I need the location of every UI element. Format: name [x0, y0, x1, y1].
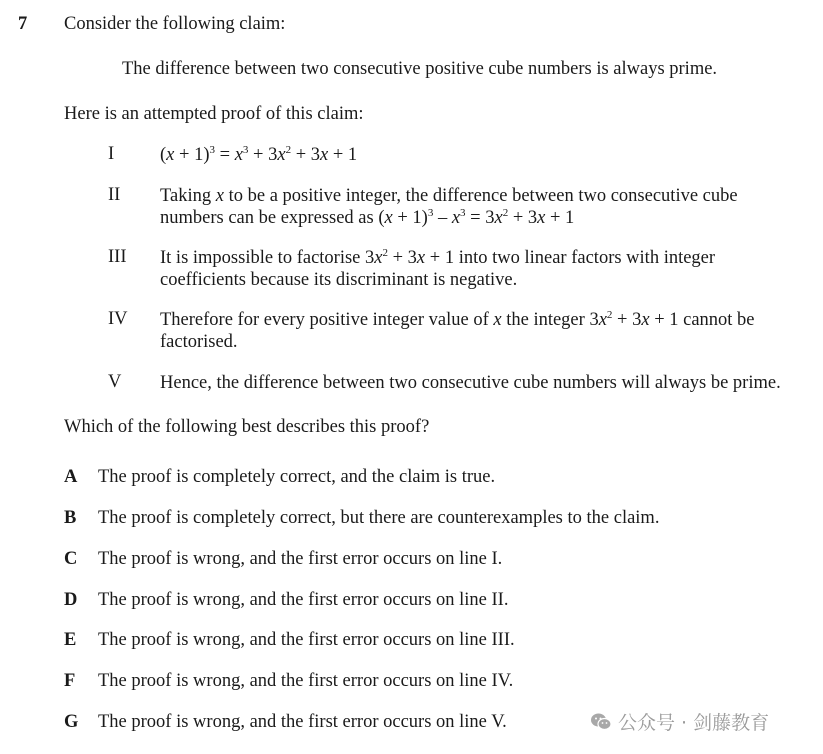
- proof-line-2-text: Taking x to be a positive integer, the difference between two consecutive cube: [160, 186, 738, 206]
- option-g[interactable]: The proof is wrong, and the first error occurs on line V.: [98, 712, 507, 732]
- option-letter-d: D: [64, 590, 78, 610]
- proof-line-3-text: It is impossible to factorise $3x^2 + 3x + 1$ into two linear factors with integer: [160, 247, 716, 268]
- attempt-intro: Here is an attempted proof of this claim:: [64, 104, 364, 124]
- watermark: [590, 708, 769, 735]
- option-f[interactable]: The proof is wrong, and the first error occurs on line IV.: [98, 671, 514, 691]
- option-d[interactable]: The proof is wrong, and the first error occurs on line II.: [98, 590, 509, 610]
- option-letter-b: B: [64, 508, 77, 528]
- option-a[interactable]: The proof is completely correct, and the claim is true.: [98, 467, 496, 487]
- proof-line-label: II: [108, 185, 121, 205]
- proof-line-label: I: [108, 144, 115, 164]
- option-letter-a: A: [64, 467, 78, 487]
- option-letter-e: E: [64, 630, 77, 650]
- watermark-text: 公众号 · 剑藤教育: [618, 712, 770, 734]
- proof-line-5-text: Hence, the difference between two consecutive cube numbers will always be prime.: [160, 373, 781, 393]
- question-number: 7: [18, 14, 28, 34]
- option-c[interactable]: The proof is wrong, and the first error occurs on line I.: [98, 549, 503, 569]
- option-letter-f: F: [64, 671, 76, 691]
- option-e[interactable]: The proof is wrong, and the first error occurs on line III.: [98, 630, 515, 650]
- proof-line-4-text: Therefore for every positive integer value of x the integer $3x^2 + 3x + 1$ cannot be: [160, 309, 755, 330]
- option-letter-c: C: [64, 549, 78, 569]
- proof-line-4-text-cont: factorised.: [160, 332, 238, 352]
- proof-line-label: IV: [108, 309, 128, 329]
- proof-line-label: V: [108, 372, 122, 392]
- option-letter-g: G: [64, 712, 79, 732]
- wechat-icon: [590, 712, 612, 732]
- proof-line-2-text-cont: numbers can be expressed as $(x + 1)^3 - x^3 = 3x^2 + 3x + 1$: [160, 207, 575, 228]
- option-b[interactable]: The proof is completely correct, but there are counterexamples to the claim.: [98, 508, 660, 528]
- question-prompt: Which of the following best describes this proof?: [64, 417, 430, 437]
- claim-statement: The difference between two consecutive positive cube numbers is always prime.: [122, 59, 718, 79]
- proof-line-label: III: [108, 247, 127, 267]
- question-intro: Consider the following claim:: [64, 14, 286, 34]
- proof-line-3-text-cont: coefficients because its discriminant is negative.: [160, 270, 518, 290]
- proof-line-1-equation: $(x + 1)^3 = x^3 + 3x^2 + 3x + 1$: [160, 144, 358, 165]
